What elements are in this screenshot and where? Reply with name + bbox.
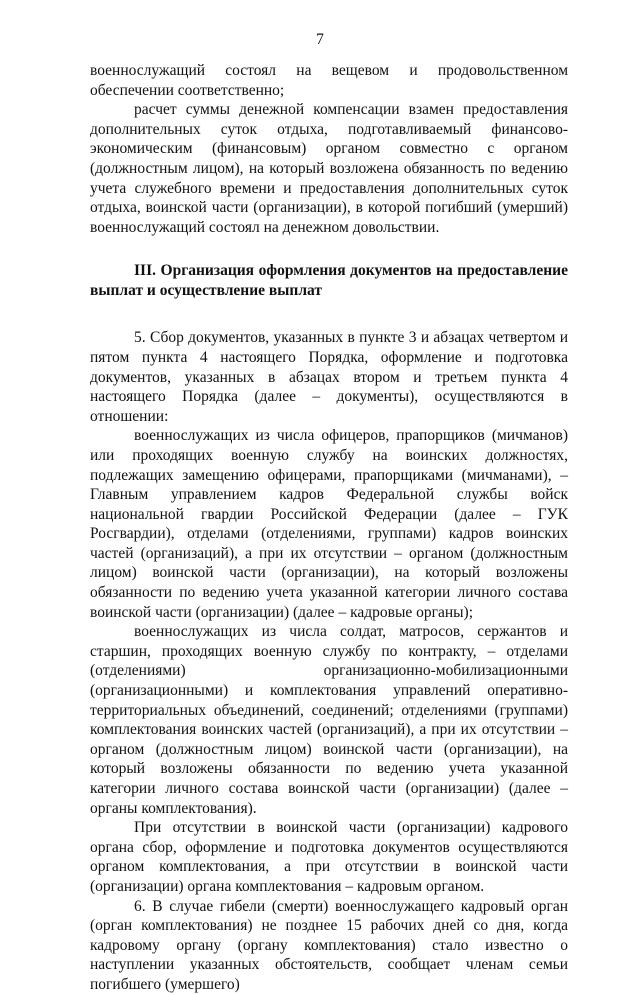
page-number: 7 xyxy=(316,31,324,48)
item-6-paragraph: 6. В случае гибели (смерти) военнослужащего кадровый орган (орган комплектования) не позднее 15 рабочих дней со дня, когда кадровому органу (органу комплектования) стало известно о наступлении указанных обстоятельств, сообщает членам семьи погибшего (умершего) xyxy=(90,897,568,993)
item-5-absence-paragraph: При отсутствии в воинской части (организации) кадрового органа сбор, оформление и подготовка документов осуществляются органом комплектования, а при отсутствии в воинской части (организации) органа комплектования – кадровым органом. xyxy=(90,819,568,895)
section-heading: III. Организация оформления документов на предоставление выплат и осуществление выплат xyxy=(90,262,568,300)
item-5-officers-paragraph: военнослужащих из числа офицеров, прапорщиков (мичманов) или проходящих военную службу на воинских должностях, подлежащих замещению офицерами, прапорщиками (мичманами), – Главным управлением кадров Федеральной службы войск национальной гвардии Российской Федерации (далее – ГУК Росгвардии), отделами (отделениями, группами) кадров воинских частей (организаций), а при их отсутствии – органом (должностным лицом) воинской части (организации), на который возложены обязанности по ведению учета указанной категории личного состава воинской части (организации) (далее – кадровые органы); xyxy=(90,427,568,621)
compensation-paragraph: расчет суммы денежной компенсации взамен предоставления дополнительных суток отдыха, подготавливаемый финансово-экономическим (финансовым) органом совместно с органом (должностным лицом), на который возложена обязанность по ведению учета служебного времени и предоставления дополнительных суток отдыха, воинской части (организации), в которой погибший (умерший) военнослужащий состоял на денежном довольствии. xyxy=(90,101,568,236)
item-5-intro-paragraph: 5. Сбор документов, указанных в пункте 3 и абзацах четвертом и пятом пункта 4 настоящего Порядка, оформление и подготовка документов, указанных в абзацах втором и третьем пункта 4 настоящего Порядка (далее – документы), осуществляются в отношении: xyxy=(90,329,568,425)
item-5-soldiers-paragraph: военнослужащих из числа солдат, матросов, сержантов и старшин, проходящих военную службу по контракту, – отделами (отделениями) организационно-мобилизационными (организационными) и комплектования управлений оперативно-территориальных объединений, соединений; отделениями (группами) комплектования воинских частей (организаций), а при их отсутствии – органом (должностным лицом) воинской части (организации), на который возложены обязанности по ведению учета указанной категории личного состава воинской части (организации) (далее – органы комплектования). xyxy=(90,623,568,817)
continuation-paragraph: военнослужащий состоял на вещевом и продовольственном обеспечении соответственно; xyxy=(90,62,568,99)
document-body xyxy=(90,61,568,995)
